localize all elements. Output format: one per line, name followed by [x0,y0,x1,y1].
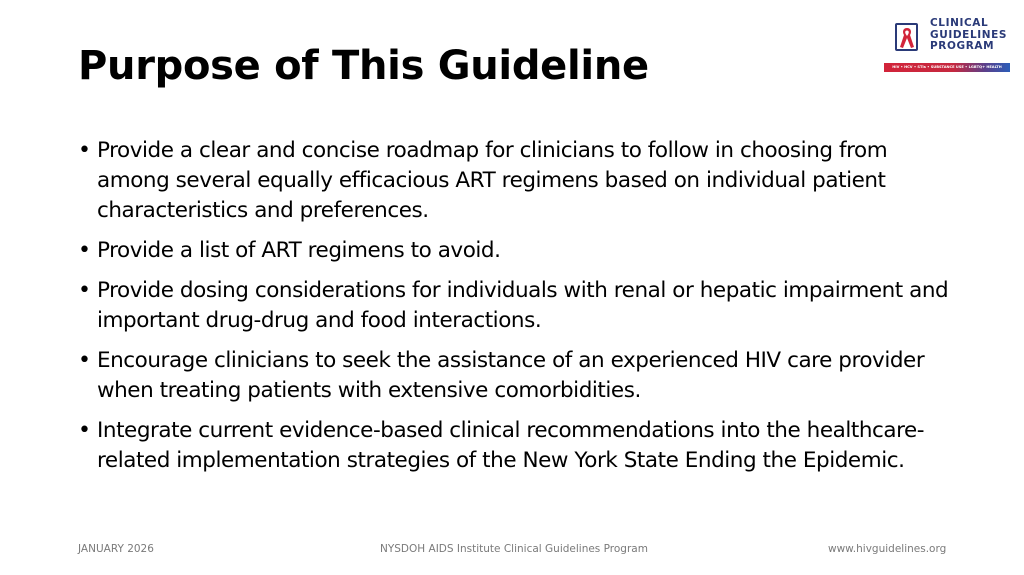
logo-line-guidelines: GUIDELINES [930,28,1008,41]
bullet-text: Encourage clinicians to seek the assistance of an experienced HIV care provider when treating patients with extensive comorbidities. [97,348,925,403]
bullet-marker: • [78,138,91,163]
footer-website: www.hivguidelines.org [828,543,947,555]
bullet-item [78,276,958,336]
bullet-text: Provide dosing considerations for individuals with renal or hepatic impairment and important drug-drug and food interactions. [97,278,949,333]
bullet-marker: • [78,238,91,263]
footer-date: JANUARY 2026 [78,543,154,555]
logo-line-clinical: CLINICAL [930,17,989,29]
bullet-marker: • [78,278,91,303]
logo-wordmark [930,18,1007,53]
logo-frame [895,23,918,51]
clinical-guidelines-program-logo [884,18,1010,76]
bullet-item [78,416,958,476]
bullet-text: Provide a list of ART regimens to avoid. [97,238,501,263]
logo-line-program: PROGRAM [930,40,995,52]
bullet-item [78,346,958,406]
slide-title: Purpose of This Guideline [78,43,649,89]
bullet-text: Provide a clear and concise roadmap for clinicians to follow in choosing from among several equally efficacious ART regimens based on individual patient characteristics and preferences. [97,138,888,223]
logo-tagline-bar: HIV • HCV • STIs • SUBSTANCE USE • LGBTQ+ HEALTH [884,63,1010,72]
footer-program: NYSDOH AIDS Institute Clinical Guidelines Program [380,543,648,555]
bullet-item [78,236,958,266]
bullet-item [78,136,958,226]
bullet-marker: • [78,348,91,373]
bullet-list [78,136,958,486]
red-ribbon-icon [897,26,917,50]
bullet-marker: • [78,418,91,443]
bullet-text: Integrate current evidence-based clinical recommendations into the healthcare-related implementation strategies of the New York State Ending the Epidemic. [97,418,925,473]
